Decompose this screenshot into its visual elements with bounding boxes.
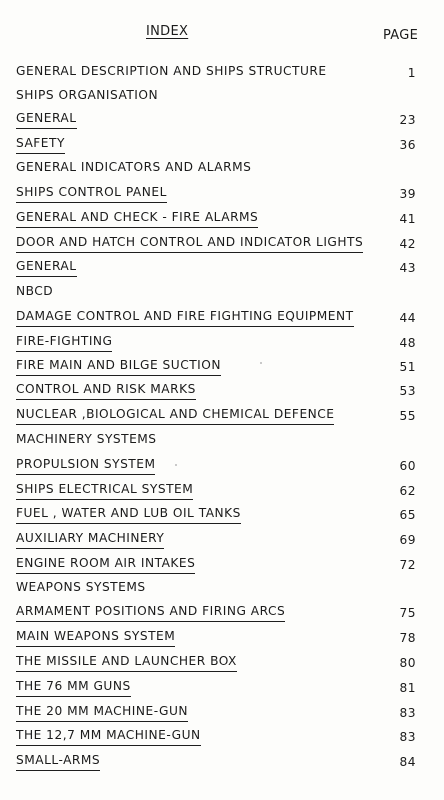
index-entry <box>0 628 444 650</box>
index-entry <box>0 678 444 700</box>
index-entry <box>0 357 444 379</box>
entry-page-number: 1 <box>407 66 416 80</box>
entry-title: NUCLEAR ,BIOLOGICAL AND CHEMICAL DEFENCE <box>16 406 334 425</box>
entry-page-number: 83 <box>399 730 416 744</box>
entry-title: ARMAMENT POSITIONS AND FIRING ARCS <box>16 603 285 622</box>
entry-page-number: 69 <box>399 533 416 547</box>
entry-title: MACHINERY SYSTEMS <box>16 432 157 446</box>
entry-page-number: 55 <box>399 409 416 423</box>
entry-page-number: 78 <box>399 631 416 645</box>
entry-title: SMALL-ARMS <box>16 752 100 771</box>
index-entry <box>0 406 444 428</box>
entry-page-number: 80 <box>399 656 416 670</box>
entry-page-number: 51 <box>399 360 416 374</box>
entry-title: GENERAL DESCRIPTION AND SHIPS STRUCTURE <box>16 64 327 78</box>
entry-title: SHIPS CONTROL PANEL <box>16 184 167 203</box>
entry-title: ENGINE ROOM AIR INTAKES <box>16 555 195 574</box>
page-column-heading: PAGE <box>383 28 419 43</box>
entry-title: THE 12,7 MM MACHINE-GUN <box>16 727 201 746</box>
index-entry <box>0 481 444 503</box>
index-entry <box>0 505 444 527</box>
entry-title: SHIPS ELECTRICAL SYSTEM <box>16 481 193 500</box>
index-entry <box>0 456 444 478</box>
index-entry <box>0 283 444 305</box>
index-entry <box>0 87 444 109</box>
entry-title: GENERAL <box>16 110 77 129</box>
index-entry <box>0 530 444 552</box>
index-entry <box>0 63 444 85</box>
entry-page-number: 60 <box>399 459 416 473</box>
index-entry <box>0 727 444 749</box>
entry-page-number: 53 <box>399 384 416 398</box>
paper-speck <box>175 464 177 466</box>
index-entry <box>0 653 444 675</box>
entry-title: GENERAL AND CHECK - FIRE ALARMS <box>16 209 258 228</box>
index-entry <box>0 234 444 256</box>
entry-page-number: 65 <box>399 508 416 522</box>
index-entry <box>0 308 444 330</box>
entry-page-number: 48 <box>399 336 416 350</box>
entry-title: THE 20 MM MACHINE-GUN <box>16 703 188 722</box>
entry-page-number: 75 <box>399 606 416 620</box>
entry-page-number: 41 <box>399 212 416 226</box>
entry-title: MAIN WEAPONS SYSTEM <box>16 628 175 647</box>
index-heading: INDEX <box>146 24 189 39</box>
index-entry <box>0 603 444 625</box>
entry-page-number: 84 <box>399 755 416 769</box>
entry-title: DAMAGE CONTROL AND FIRE FIGHTING EQUIPMENT <box>16 308 354 327</box>
entry-title: AUXILIARY MACHINERY <box>16 530 164 549</box>
entry-page-number: 36 <box>399 138 416 152</box>
entry-page-number: 81 <box>399 681 416 695</box>
index-entry <box>0 333 444 355</box>
index-entry <box>0 258 444 280</box>
index-entry <box>0 209 444 231</box>
entry-title: DOOR AND HATCH CONTROL AND INDICATOR LIGHTS <box>16 234 363 253</box>
entry-title: FUEL , WATER AND LUB OIL TANKS <box>16 505 241 524</box>
index-entry <box>0 579 444 601</box>
index-entry <box>0 381 444 403</box>
index-entry <box>0 110 444 132</box>
entry-title: GENERAL INDICATORS AND ALARMS <box>16 160 252 174</box>
entry-page-number: 39 <box>399 187 416 201</box>
entry-title: GENERAL <box>16 258 77 277</box>
index-entry <box>0 703 444 725</box>
entry-title: WEAPONS SYSTEMS <box>16 580 146 594</box>
entry-title: SAFETY <box>16 135 65 154</box>
entry-title: NBCD <box>16 284 54 298</box>
entry-page-number: 43 <box>399 261 416 275</box>
entry-title: PROPULSION SYSTEM <box>16 456 155 475</box>
entry-title: THE MISSILE AND LAUNCHER BOX <box>16 653 237 672</box>
paper-speck <box>260 362 262 364</box>
index-entry <box>0 184 444 206</box>
entry-page-number: 72 <box>399 558 416 572</box>
entry-page-number: 23 <box>399 113 416 127</box>
entry-page-number: 44 <box>399 311 416 325</box>
entry-title: SHIPS ORGANISATION <box>16 88 159 102</box>
entry-title: CONTROL AND RISK MARKS <box>16 381 196 400</box>
entry-title: FIRE MAIN AND BILGE SUCTION <box>16 357 221 376</box>
index-entry <box>0 159 444 181</box>
index-entry <box>0 752 444 774</box>
index-entry <box>0 135 444 157</box>
entry-title: THE 76 MM GUNS <box>16 678 131 697</box>
index-entry <box>0 555 444 577</box>
entry-page-number: 42 <box>399 237 416 251</box>
index-entry <box>0 431 444 453</box>
entry-page-number: 62 <box>399 484 416 498</box>
entry-title: FIRE-FIGHTING <box>16 333 112 352</box>
entry-page-number: 83 <box>399 706 416 720</box>
